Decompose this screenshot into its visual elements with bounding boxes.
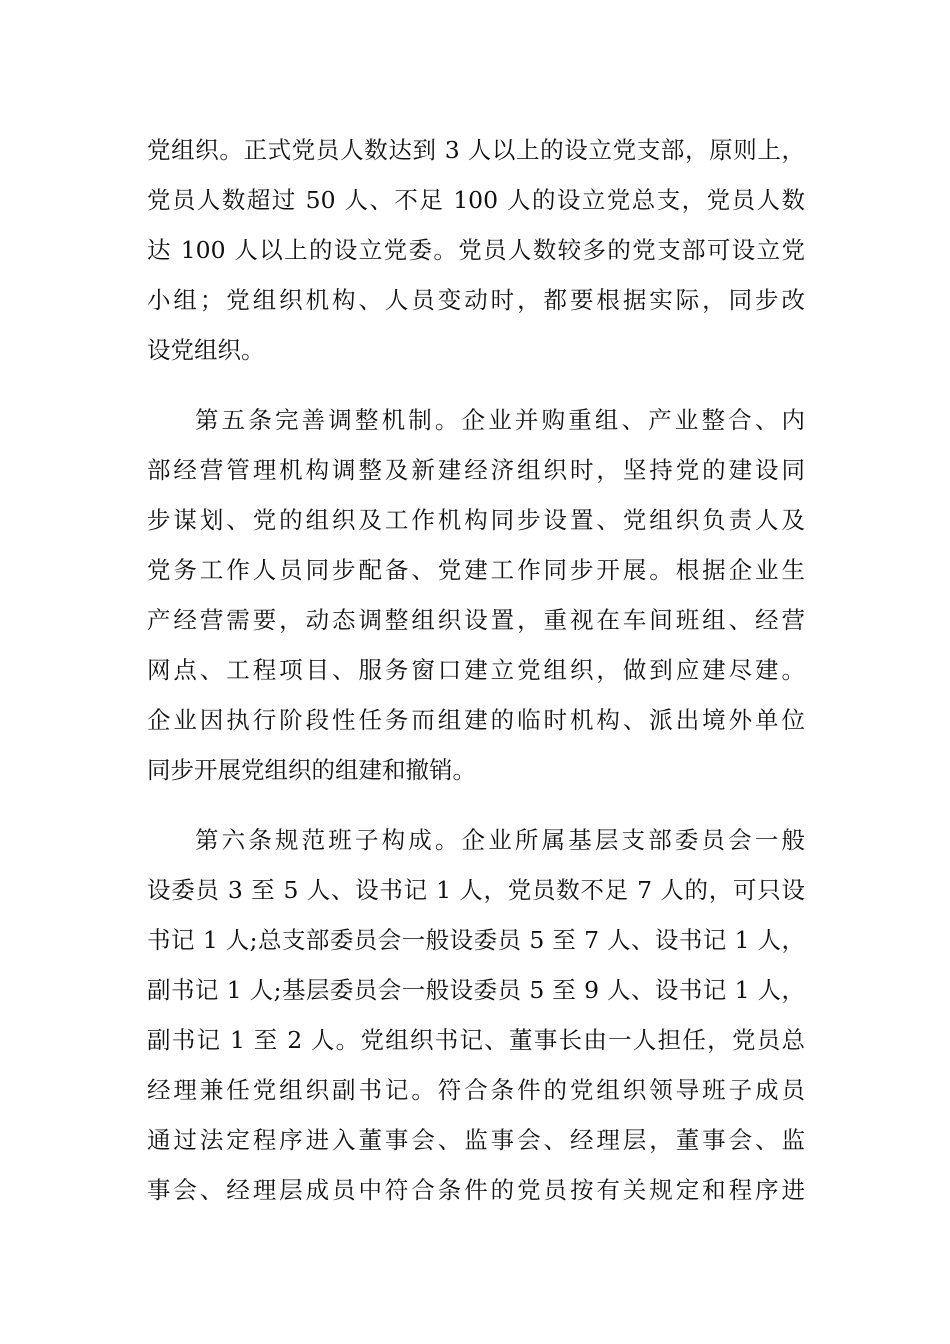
document-page xyxy=(147,125,805,1235)
text-line: 网点、工程项目、服务窗口建立党组织，做到应建尽建。 xyxy=(147,656,805,684)
text-line: 经理兼任党组织副书记。符合条件的党组织领导班子成员 xyxy=(147,1076,805,1104)
paragraph-party-organization xyxy=(147,125,805,375)
text-line: 副书记 1 人;基层委员会一般设委员 5 至 9 人、设书记 1 人， xyxy=(147,976,805,1004)
text-line: 党务工作人员同步配备、党建工作同步开展。根据企业生 xyxy=(147,556,805,584)
text-line: 第五条完善调整机制。企业并购重组、产业整合、内 xyxy=(195,406,805,434)
text-line: 步谋划、党的组织及工作机构同步设置、党组织负责人及 xyxy=(147,506,805,534)
text-line: 党组织。正式党员人数达到 3 人以上的设立党支部，原则上， xyxy=(147,136,805,164)
text-line: 副书记 1 至 2 人。党组织书记、董事长由一人担任，党员总 xyxy=(147,1026,805,1054)
text-line: 第六条规范班子构成。企业所属基层支部委员会一般 xyxy=(195,826,805,854)
text-line: 设委员 3 至 5 人、设书记 1 人，党员数不足 7 人的，可只设 xyxy=(147,876,805,904)
text-line: 部经营管理机构调整及新建经济组织时，坚持党的建设同 xyxy=(147,456,805,484)
text-line: 书记 1 人;总支部委员会一般设委员 5 至 7 人、设书记 1 人， xyxy=(147,926,805,954)
text-line: 同步开展党组织的组建和撤销。 xyxy=(147,756,476,784)
text-line: 设党组织。 xyxy=(147,336,265,364)
paragraph-article-5 xyxy=(147,395,805,795)
text-line: 企业因执行阶段性任务而组建的临时机构、派出境外单位 xyxy=(147,706,805,734)
paragraph-article-6 xyxy=(147,815,805,1215)
text-line: 事会、经理层成员中符合条件的党员按有关规定和程序进 xyxy=(147,1176,805,1204)
text-line: 达 100 人以上的设立党委。党员人数较多的党支部可设立党 xyxy=(147,236,805,264)
text-line: 产经营需要，动态调整组织设置，重视在车间班组、经营 xyxy=(147,606,805,634)
text-line: 小组；党组织机构、人员变动时，都要根据实际，同步改 xyxy=(147,286,805,314)
text-line: 通过法定程序进入董事会、监事会、经理层，董事会、监 xyxy=(147,1126,805,1154)
text-line: 党员人数超过 50 人、不足 100 人的设立党总支，党员人数 xyxy=(147,186,805,214)
